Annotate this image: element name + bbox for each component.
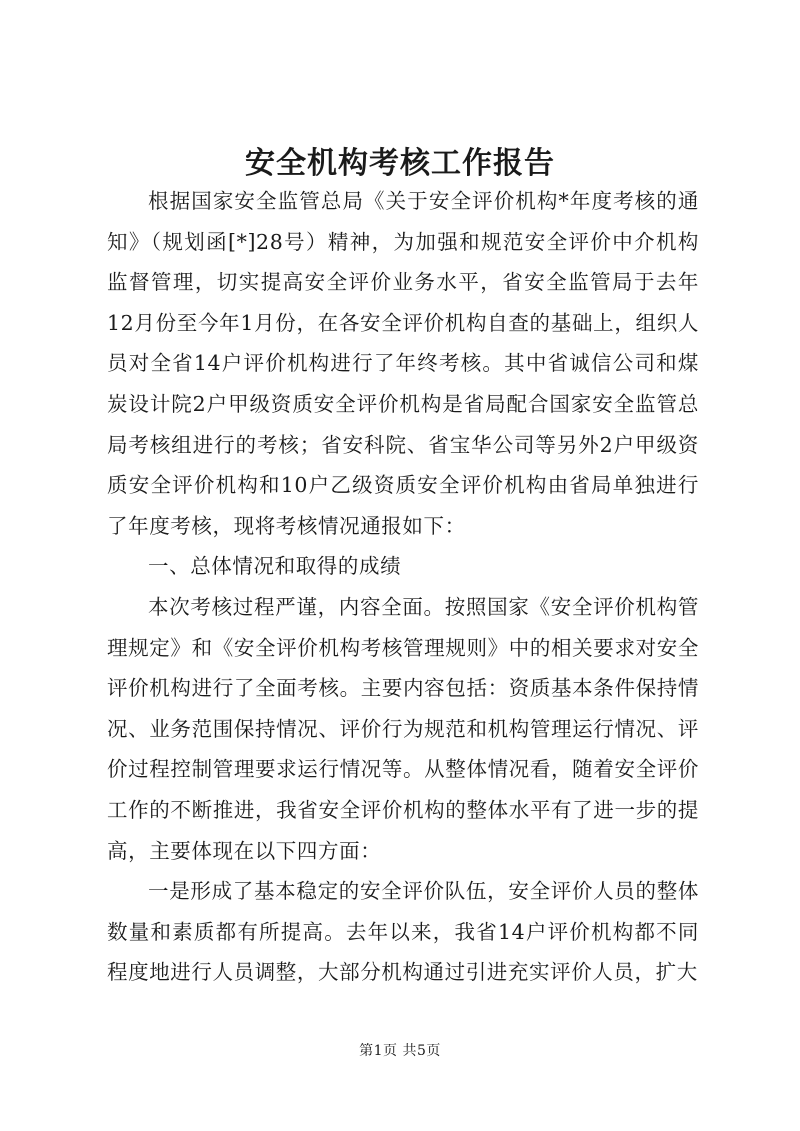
section-heading-overall: 一、总体情况和取得的成绩 <box>148 554 402 579</box>
page-indicator: 第1页 共5页 <box>359 1043 441 1059</box>
document-title: 安全机构考核工作报告 <box>245 146 555 181</box>
paragraph-intro: 根据国家安全监管总局《关于安全评价机构*年度考核的通知》（规划函[*]28号）精神，为加强和规范安全评价中介机构监督管理，切实提高安全评价业务水平，省安全监管局于去年12月份至今年1月份，在各安全评价机构自查的基础上，组织人员对全省14户评价机构进行了年终考核。其中省诚信公司和煤炭设计院2户甲级资质安全评价机构是省局配合国家安全监管总局考核组进行的考核；省安科院、省宝华公司等另外2户甲级资质安全评价机构和10户乙级资质安全评价机构由省局单独进行了年度考核，现将考核情况通报如下： <box>107 189 699 538</box>
paragraph-assessment: 本次考核过程严谨，内容全面。按照国家《安全评价机构管理规定》和《安全评价机构考核管理规则》中的相关要求对安全评价机构进行了全面考核。主要内容包括：资质基本条件保持情况、业务范围保持情况、评价行为规范和机构管理运行情况、评价过程控制管理要求运行情况等。从整体情况看，随着安全评价工作的不断推进，我省安全评价机构的整体水平有了进一步的提高，主要体现在以下四方面： <box>107 594 699 863</box>
document-body <box>107 181 699 993</box>
page-footer <box>0 1040 800 1060</box>
paragraph-point-one: 一是形成了基本稳定的安全评价队伍，安全评价人员的整体数量和素质都有所提高。去年以来，我省14户评价机构都不同程度地进行人员调整，大部分机构通过引进充实评价人员，扩大 <box>107 879 699 985</box>
